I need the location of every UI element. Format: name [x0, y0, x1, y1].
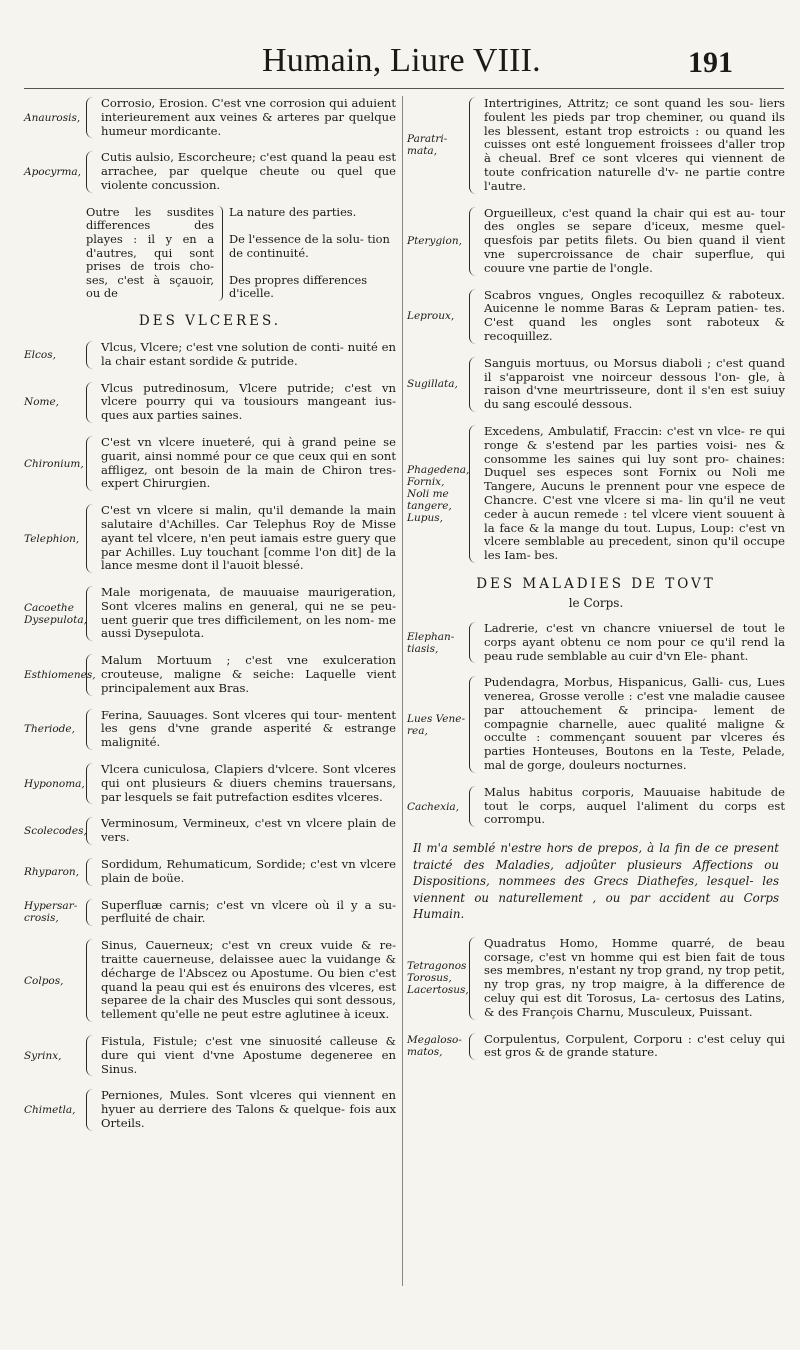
brace-icon	[469, 357, 480, 412]
entry-term: Phagedena, Fornix, Noli me tangere, Lupus,	[407, 463, 470, 524]
glossary-entry	[24, 1089, 396, 1130]
entry-term: Cachexia,	[407, 800, 460, 813]
header-rule	[24, 88, 784, 89]
entry-definition: Scabros vngues, Ongles recoquillez & raboteux. Auicenne le nomme Baras & Lepram patien- tes. C'est quand les ongles sont raboteux & recoquillez.	[484, 287, 785, 343]
entry-term: Esthiomenes,	[24, 668, 96, 681]
entry-definition: C'est vn vlcere inueteré, qui à grand peine se guarit, ainsi nommé pour ce que ceux qui en sont affligez, ont besoin de la main de Chiron tres-expert Chirurgien.	[101, 434, 396, 491]
glossary-entry	[24, 97, 396, 138]
entry-definition: Corrosio, Erosion. C'est vne corrosion qui aduient interieurement aux veines & arteres par quelque humeur mordicante.	[101, 96, 396, 138]
entry-definition: Male morigenata, de mauuaise maurigeration, Sont vlceres malins en general, qui ne se peu- uent guerir que tres difficilement, on les nom- me aussi Dysepulota.	[101, 585, 396, 641]
entry-definition: Pudendagra, Morbus, Hispanicus, Galli- cus, Lues venerea, Grosse verolle : c'est vne maladie causee par attouchement & principa- lement de compagnie charnelle, auec qualité maligne & occulte : commençant souuent par vlceres és parties Honteuses, Boutons en la Teste, Pelade, mal de gorge, douleurs nocturnes.	[484, 675, 785, 773]
entry-definition: Sordidum, Rehumaticum, Sordide; c'est vn vlcere plain de boüe.	[101, 857, 396, 885]
brace-icon	[86, 436, 97, 491]
entry-definition: Malus habitus corporis, Mauuaise habitude de tout le corps, auquel l'aliment du corps est corrompu.	[484, 784, 785, 827]
brace-icon	[469, 425, 480, 563]
entry-term: Elephan- tiasis,	[407, 630, 455, 655]
brace-icon	[86, 382, 97, 423]
brace-icon	[86, 817, 97, 845]
entry-term: Theriode,	[24, 723, 75, 736]
entry-definition: Vlcus putredinosum, Vlcere putride; c'est vn vlcere pourry qui va tousiours mangeant ius- ques aux parties saines.	[101, 380, 396, 423]
entry-definition: Quadratus Homo, Homme quarré, de beau corsage, c'est vn homme qui est bien fait de tous ses membres, n'estant ny trop grand, ny trop petit, ny trop gras, ny trop maigre, à la difference de celuy qui est dit Torosus, La- certosus des Latins, & des François Charnu, Musculeux, Puissant.	[484, 935, 785, 1019]
brace-icon	[469, 97, 480, 194]
brace-icon	[86, 504, 97, 573]
brace-icon	[86, 763, 97, 804]
entry-definition: Vlcus, Vlcere; c'est vne solution de conti- nuité en la chair estant sordide & putride.	[101, 339, 396, 368]
entry-definition: Corpulentus, Corpulent, Corporu : c'est celuy qui est gros & de grande stature.	[484, 1031, 785, 1060]
brace-icon	[86, 858, 97, 886]
page-number: 191	[688, 46, 733, 79]
glossary-entry	[24, 817, 396, 845]
entry-definition: Fistula, Fistule; c'est vne sinuosité calleuse & dure qui vient d'vne Apostume degeneree en Sinus.	[101, 1034, 396, 1076]
brace-icon	[469, 622, 480, 663]
entry-definition: Intertrigines, Attritz; ce sont quand les sou- liers foulent les pieds par trop cheminer, ou quand ils les blessent, estant trop estroicts : ou quand les cuisses ont esté longuement froissees d'aller trop à cheual. Bref ce sont vlceres qui viennent de toute confrication naturelle d'v- ne partie contre l'autre.	[484, 96, 785, 193]
entry-term: Telephion,	[24, 532, 80, 545]
intro-text: Outre les susdites differences des playes : il y en a d'autres, qui sont prises de trois cho- ses, c'est à sçauoir, ou de	[86, 204, 214, 301]
brace-icon	[86, 939, 97, 1022]
entry-definition: Vlcera cuniculosa, Clapiers d'vlcere. Sont vlceres qui ont plusieurs & diuers chemins trauersans, par lesquels se fait putrefaction esdites vlceres.	[101, 762, 396, 804]
entry-term: Sugillata,	[407, 378, 458, 391]
glossary-entry	[24, 709, 396, 750]
glossary-entry	[407, 207, 785, 276]
glossary-entry	[24, 341, 396, 369]
entry-definition: Cutis aulsio, Escorcheure; c'est quand la peau est arrachee, par quelque cheute ou quel que violente concussion.	[101, 150, 396, 192]
entry-term: Elcos,	[24, 348, 56, 361]
entry-definition: Verminosum, Vermineux, c'est vn vlcere plain de vers.	[101, 816, 396, 845]
glossary-entry	[24, 504, 396, 573]
entry-term: Hyponoma,	[24, 777, 85, 790]
entry-definition: Malum Mortuum ; c'est vne exulceration crouteuse, maligne & seiche: Laquelle vient principalement aux Bras.	[101, 653, 396, 695]
entry-term: Rhyparon,	[24, 865, 80, 878]
section-title: DES MALADIES DE TOVT	[476, 575, 716, 592]
entry-term: Pterygion,	[407, 235, 462, 248]
glossary-entry	[24, 654, 396, 695]
intro-list	[229, 206, 396, 301]
entry-term: Syrinx,	[24, 1049, 62, 1062]
entry-term: Cacoethe Dysepulota,	[24, 601, 87, 626]
brace-icon	[86, 1035, 97, 1076]
brace-icon	[86, 586, 97, 641]
entry-definition: Superfluæ carnis; c'est vn vlcere où il y a su- perfluité de chair.	[101, 897, 396, 926]
page-header	[0, 42, 800, 92]
brace-icon	[86, 1089, 97, 1130]
entry-term: Hypersar- crosis,	[24, 900, 78, 925]
glossary-entry	[407, 357, 785, 412]
glossary-entry	[407, 937, 785, 1020]
brace-icon	[469, 676, 480, 773]
glossary-entry	[24, 858, 396, 886]
right-column	[407, 97, 785, 1073]
brace-icon	[469, 937, 480, 1020]
left-column	[24, 97, 396, 1144]
entry-term: Anaurosis,	[24, 111, 81, 124]
entry-term: Scolecodes,	[24, 825, 87, 838]
entry-term: Paratri- mata,	[407, 133, 448, 158]
glossary-entry	[407, 786, 785, 827]
entry-definition: Ferina, Sauuages. Sont vlceres qui tour- mentent les gens d'vne grande asperité & estrange malignité.	[101, 707, 396, 750]
brace-icon	[86, 151, 97, 192]
glossary-entry	[24, 1035, 396, 1076]
entry-definition: Sinus, Cauerneux; c'est vn creux vuide & re- traitte cauerneuse, delaissee auec la vuidange & décharge de l'Abscez ou Apostume. Ou bien c'est quand la peau qui est és enuirons des vlceres, est separee de la chair des Muscles qui sont dessous, tellement qu'elle ne peut estre aglutinee à iceux.	[101, 938, 396, 1022]
glossary-entry	[407, 97, 785, 194]
glossary-entry	[407, 676, 785, 773]
glossary-entry	[24, 763, 396, 804]
intro-list-item: La nature des parties.	[229, 204, 357, 219]
entry-definition: Excedens, Ambulatif, Fraccin: c'est vn vlce- re qui ronge & s'estend par les parties voisi- nes & consomme les saines qui luy sont pro- chaines: Duquel ses especes sont Fornix ou Noli me Tangere, Aucuns le prennent pour vne espece de Chancre. C'est vne vlcere si ma- lin qu'il ne veut ceder à aucun remede : tel vlcere vient souuent à la face & la mange du tout. Lupus, Loup: c'est vn vlcere semblable au precedent, sinon qu'il occupe les Iam- bes.	[484, 423, 785, 563]
brace-icon	[86, 709, 97, 750]
italic-note: Il m'a semblé n'estre hors de prepos, à la fin de ce present traicté des Maladies, adjoûter plusieurs Affections ou Dispositions, nommees des Grecs Diathefes, lesquel- les viennent ou naturellement , ou par accident au Corps Humain.	[413, 841, 779, 922]
glossary-entry	[24, 151, 396, 192]
brace-icon	[469, 207, 480, 276]
glossary-entry	[407, 289, 785, 344]
brace-icon	[86, 899, 97, 927]
running-title: Humain, Liure VIII.	[262, 42, 541, 79]
glossary-entry	[407, 622, 785, 663]
column-divider	[402, 96, 403, 1286]
entry-definition: C'est vn vlcere si malin, qu'il demande la main salutaire d'Achilles. Car Telephus Roy de Misse ayant tel vlcere, n'en peut iamais estre guery que par Achilles. Luy touchant [comme l'on dit] de la lance mesme dont il l'auoit blessé.	[101, 503, 396, 573]
entry-definition: Perniones, Mules. Sont vlceres qui viennent en hyuer au derriere des Talons & quelque- fois aux Orteils.	[101, 1088, 396, 1130]
section-subtitle: le Corps.	[568, 595, 624, 610]
section-title: DES VLCERES.	[138, 312, 282, 329]
glossary-entry	[24, 382, 396, 423]
glossary-entry	[24, 939, 396, 1022]
entry-definition: Ladrerie, c'est vn chancre vniuersel de tout le corps ayant obtenu ce nom pour ce qu'il rend la peau rude semblable au cuir d'vn Ele- phant.	[484, 620, 785, 663]
brace-icon	[216, 206, 223, 301]
entry-term: Chimetla,	[24, 1104, 76, 1117]
brace-icon	[86, 341, 97, 369]
glossary-entry	[24, 899, 396, 927]
entry-definition: Orgueilleux, c'est quand la chair qui est au- tour des ongles se separe d'iceux, mesme quel- quesfois par petits filets. Ou bien quand il vient vne supercroissance de chair superflue, qui couure vne partie de l'ongle.	[484, 205, 785, 275]
entry-term: Chironium,	[24, 457, 84, 470]
glossary-entry	[24, 436, 396, 491]
glossary-entry	[407, 425, 785, 563]
entry-term: Apocyrma,	[24, 166, 82, 179]
brace-icon	[86, 654, 97, 695]
brace-icon	[86, 97, 97, 138]
entry-term: Colpos,	[24, 974, 64, 987]
brace-icon	[469, 1033, 480, 1061]
entry-term: Megaloso- matos,	[407, 1034, 462, 1059]
intro-list-item: Des propres differences d'icelle.	[229, 272, 368, 301]
glossary-entry	[407, 1033, 785, 1061]
entry-definition: Sanguis mortuus, ou Morsus diaboli ; c'est quand il s'apparoist vne noirceur dessous l'on- gle, à raison d'vne meurtrisseure, dont il s'en est suiuy du sang escoulé dessous.	[484, 355, 785, 412]
brace-icon	[469, 786, 480, 827]
glossary-entry	[24, 586, 396, 641]
entry-term: Tetragonos Torosus, Lacertosus,	[407, 960, 469, 997]
brace-icon	[469, 289, 480, 344]
intro-list-item: De l'essence de la solu- tion de continuité.	[229, 231, 390, 260]
entry-term: Lues Vene- rea,	[407, 712, 466, 737]
wound-differences-block	[24, 206, 396, 301]
entry-term: Nome,	[24, 396, 60, 409]
entry-term: Leproux,	[407, 310, 455, 323]
